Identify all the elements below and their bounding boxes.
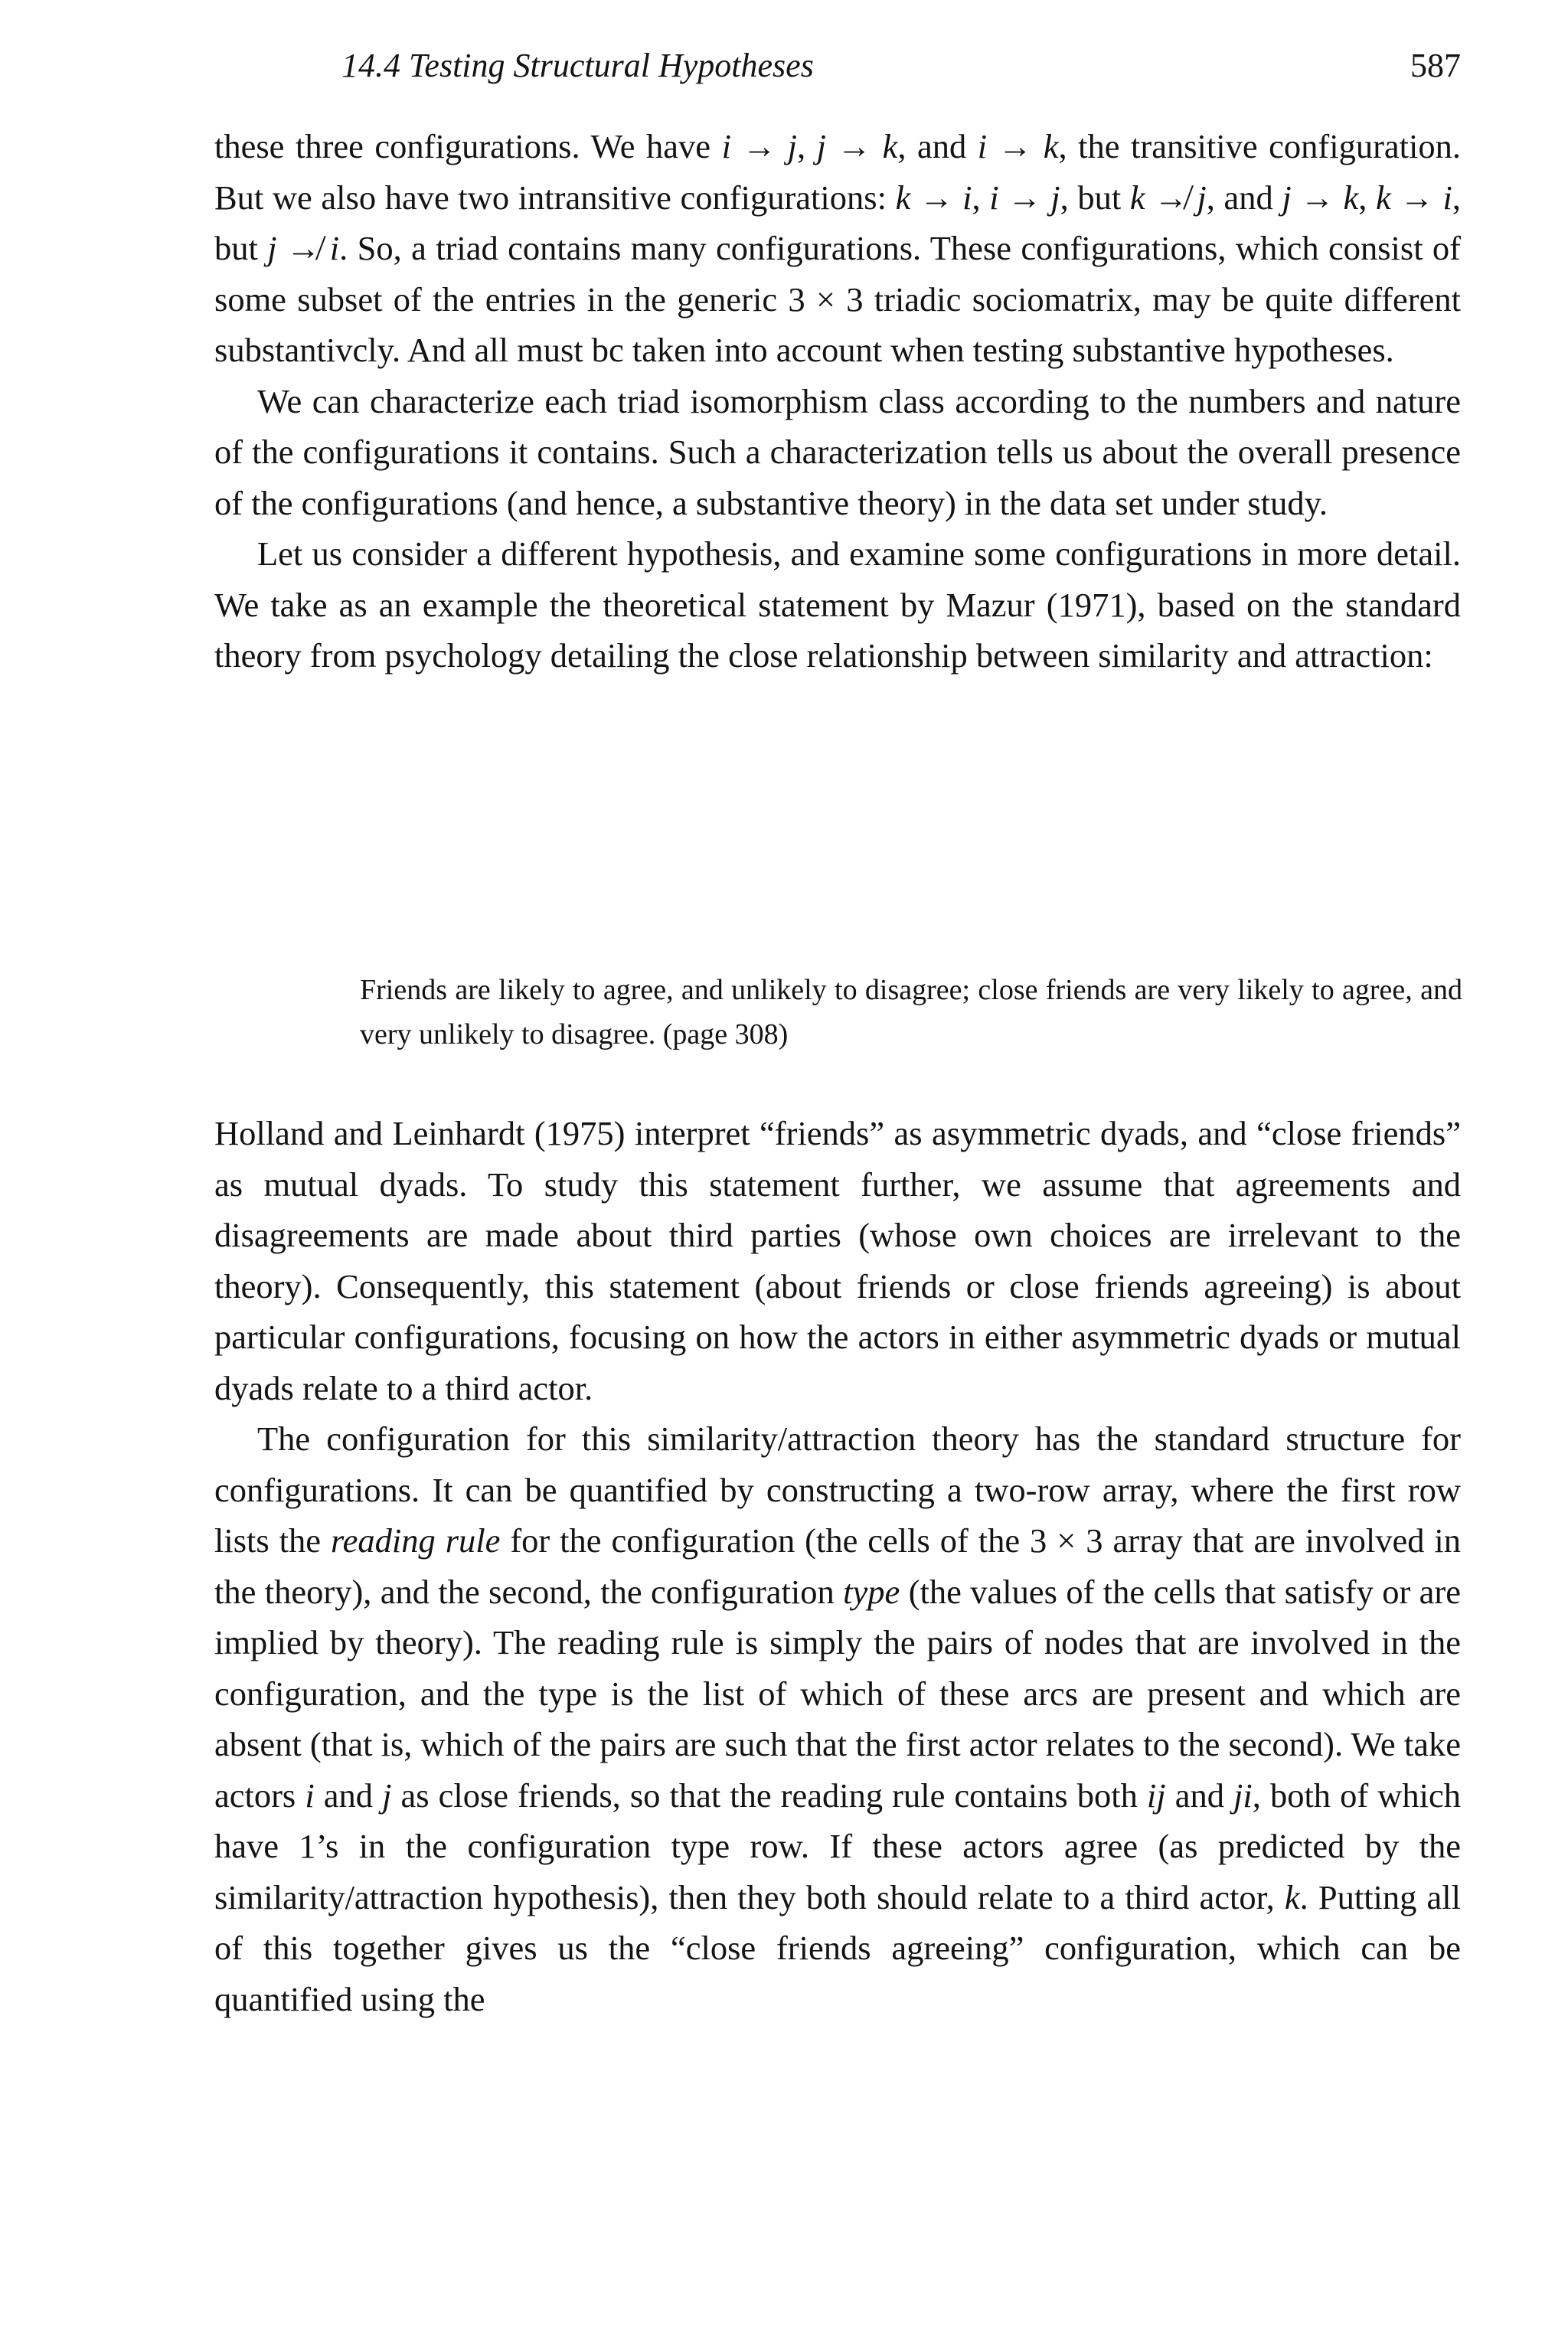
page-number: 587 — [1410, 47, 1461, 84]
page-header — [214, 46, 1461, 101]
paragraph-mazur-hypothesis: Let us consider a different hypothesis, and examine some configurations in more detail. We take as an example the theoretical statement by Mazur (1971), based on the standard theory from psychology detailing the close relationship between similarity and attraction: — [214, 534, 1461, 675]
paragraph-configuration-structure: The configuration for this similarity/attraction theory has the standard structure for configurations. It can be quantified by constructing a two-row array, where the first row lists the reading rule for the configuration (the cells of the 3 × 3 array that are involved in the theory), and the second, the configuration type (the values of the cells that satisfy or are implied by theory). The reading rule is simply the pairs of nodes that are involved in the configuration, and the type is the list of which of these arcs are present and which are absent (that is, which of the pairs are such that the first actor relates to the second). We take actors i and j as close friends, so that the reading rule contains both ij and ji, both of which have 1’s in the configuration type row. If these actors agree (as predicted by the similarity/attraction hypothesis), then they both should relate to a third actor, k. Putting all of this together gives us the “close friends agreeing” configuration, which can be quantified using the — [214, 1420, 1462, 2018]
paragraph-holland-leinhardt: Holland and Leinhardt (1975) interpret “friends” as asymmetric dyads, and “close friends” as mutual dyads. To study this statement further, we assume that agreements and disagreements are made about third parties (whose own choices are irrelevant to the theory). Consequently, this statement (about friends or close friends agreeing) is about particular configurations, focusing on how the actors in either asymmetric dyads or mutual dyads relate to a third actor. — [214, 1114, 1461, 1407]
paragraph-isomorphism-class: We can characterize each triad isomorphism class according to the numbers and nature of the configurations it contains. Such a characterization tells us about the overall presence of the configurations (and hence, a substantive theory) in the data set under study. — [214, 381, 1461, 522]
body-text-bottom — [214, 1108, 1461, 2024]
block-quote-mazur: Friends are likely to agree, and unlikely to disagree; close friends are very likely to agree, and very unlikely to disagree. (page 308) — [360, 974, 1462, 1050]
paragraph-triad-configurations: these three configurations. We have i → j, j → k, and i → k, the transitive configuration. But we also have two intransitive configurations: k → i, i → j, but k ↛ j, and j → k, k → i, but j ↛ i. So, a triad contains many configurations. These configurations, which consist of some subset of the entries in the generic 3 × 3 triadic sociomatrix, may be quite different substantivcly. And all must bc taken into account when testing substantive hypotheses. — [214, 127, 1462, 369]
body-text-top — [214, 121, 1461, 681]
running-head: 14.4 Testing Structural Hypotheses — [341, 47, 814, 84]
